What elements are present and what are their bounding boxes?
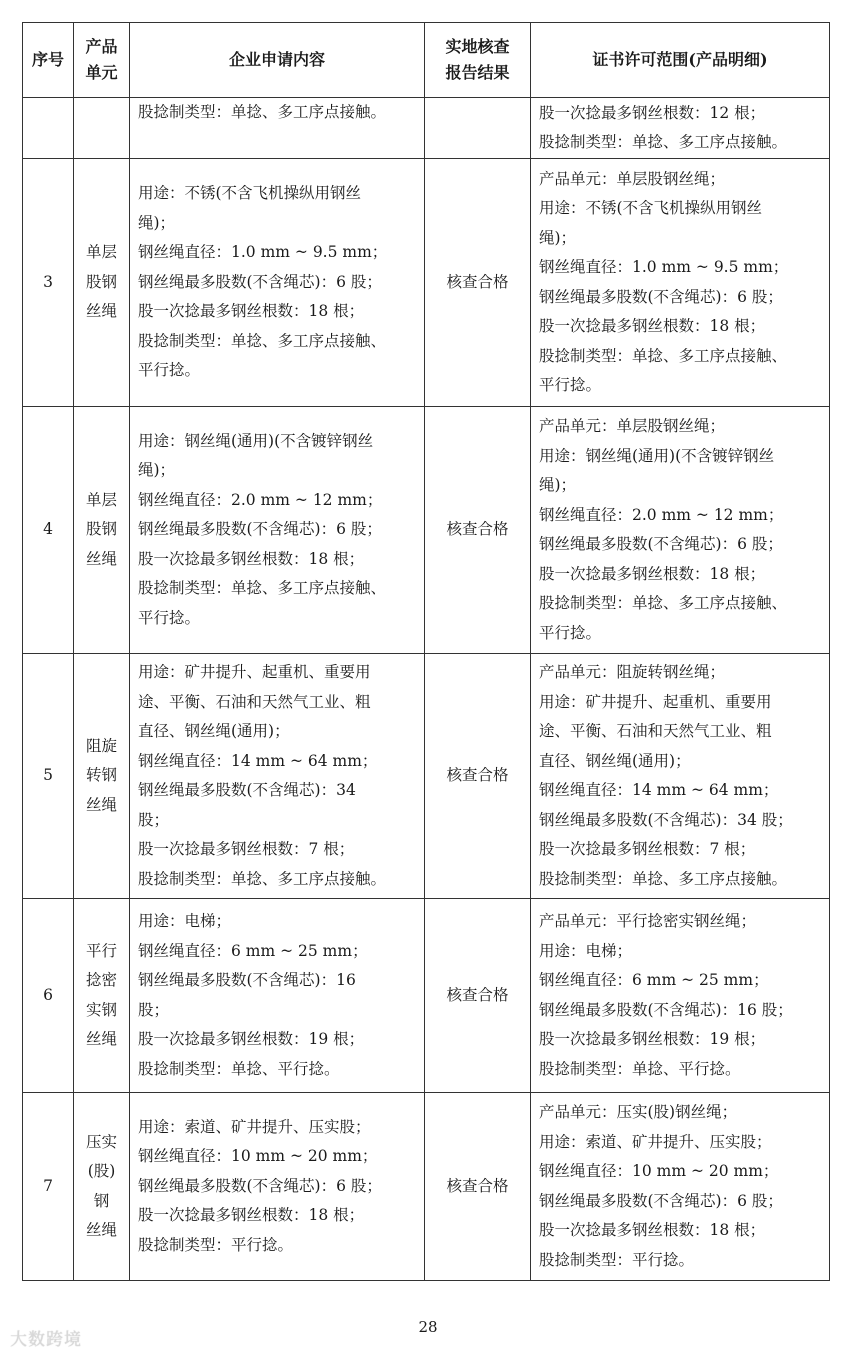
table-header-row: [23, 23, 830, 98]
apply-cell: [130, 159, 425, 407]
header-unit: [74, 23, 130, 98]
apply-cell-line: 股；: [138, 810, 170, 829]
unit-cell-line: 丝绳: [85, 795, 117, 814]
header-unit-line: 单元: [85, 63, 118, 82]
scope-cell-line: 平行捻。: [539, 623, 602, 642]
seq-cell: 3: [23, 159, 74, 407]
apply-cell-line: 用途：钢丝绳(通用)(不含镀锌钢丝: [138, 431, 374, 450]
scope-cell-line: 股捻制类型：单捻、平行捻。: [539, 1059, 741, 1078]
unit-cell-line: 捻密: [85, 971, 117, 989]
apply-cell-line: 绳)；: [138, 461, 176, 480]
unit-cell-line: 实钢: [85, 1000, 117, 1019]
scope-cell-line: 钢丝绳最多股数(不含绳芯)：6 股；: [539, 1191, 783, 1210]
scope-cell-line: 钢丝绳最多股数(不含绳芯)：6 股；: [539, 287, 783, 306]
unit-cell-line: 丝绳: [85, 302, 117, 321]
scope-cell-line: 股捻制类型：平行捻。: [539, 1250, 695, 1269]
apply-cell-line: 用途：矿井提升、起重机、重要用: [138, 663, 371, 681]
apply-cell-line: 股；: [138, 1000, 170, 1019]
scope-cell-line: 用途：电梯；: [539, 941, 633, 960]
scope-cell-line: 股捻制类型：单捻、多工序点接触。: [539, 869, 788, 888]
scope-cell-line: 用途：矿井提升、起重机、重要用: [539, 692, 772, 711]
apply-cell-line: 钢丝绳最多股数(不含绳芯)：34: [138, 781, 356, 799]
apply-cell-line: 平行捻。: [138, 361, 201, 380]
apply-cell-line: 钢丝绳最多股数(不含绳芯)：16: [138, 971, 356, 989]
apply-cell-line: 股捻制类型：单捻、平行捻。: [138, 1059, 340, 1078]
seq-cell: 7: [23, 1093, 74, 1281]
header-result-line: 报告结果: [445, 63, 510, 82]
apply-cell-line: 用途：电梯；: [138, 912, 232, 930]
scope-cell-line: 产品单元：单层股钢丝绳；: [539, 417, 726, 435]
table-row: [23, 654, 830, 899]
seq-cell: 4: [23, 407, 74, 654]
apply-cell-line: 钢丝绳直径：10 mm ~ 20 mm；: [138, 1147, 378, 1166]
table-row: [23, 98, 830, 159]
unit-cell: [74, 1093, 130, 1281]
apply-cell-line: 钢丝绳直径：2.0 mm ~ 12 mm；: [138, 490, 383, 509]
table-row: [23, 407, 830, 654]
table-row: [23, 159, 830, 407]
apply-cell-line: 股捻制类型：单捻、多工序点接触。: [138, 103, 387, 121]
apply-cell: [130, 899, 425, 1093]
scope-cell: [531, 407, 830, 654]
scope-cell: [531, 159, 830, 407]
scope-cell-line: 产品单元：阻旋转钢丝绳；: [539, 663, 726, 681]
unit-cell-line: 单层: [85, 243, 117, 262]
watermark-logo: 大数跨境: [10, 1330, 82, 1350]
scope-cell-line: 用途：不锈(不含飞机操纵用钢丝: [539, 199, 763, 217]
unit-cell-line: 单层: [85, 490, 117, 509]
apply-cell-line: 平行捻。: [138, 608, 201, 627]
apply-cell-line: 股捻制类型：单捻、多工序点接触、: [138, 579, 387, 598]
table-body: [23, 98, 830, 1281]
apply-cell-line: 股一次捻最多钢丝根数：18 根；: [138, 549, 365, 568]
unit-cell: [74, 159, 130, 407]
unit-cell-line: (股)钢: [87, 1162, 116, 1210]
scope-cell: [531, 654, 830, 899]
apply-cell-line: 股捻制类型：单捻、多工序点接触。: [138, 869, 387, 888]
scope-cell-line: 股一次捻最多钢丝根数：18 根；: [539, 1221, 766, 1239]
header-unit-line: 产品: [85, 37, 118, 56]
apply-cell-line: 股一次捻最多钢丝根数：18 根；: [138, 302, 365, 321]
unit-cell: [74, 98, 130, 159]
scope-cell-line: 钢丝绳直径：6 mm ~ 25 mm；: [539, 971, 769, 989]
scope-cell-line: 股捻制类型：单捻、多工序点接触、: [539, 594, 788, 612]
apply-cell-line: 钢丝绳直径：1.0 mm ~ 9.5 mm；: [138, 243, 388, 262]
scope-cell-line: 途、平衡、石油和天然气工业、粗: [539, 722, 772, 740]
apply-cell-line: 途、平衡、石油和天然气工业、粗: [138, 692, 371, 711]
unit-cell-line: 压实: [85, 1132, 117, 1151]
result-cell: 核查合格: [425, 899, 531, 1093]
scope-cell-line: 绳)；: [539, 228, 577, 247]
scope-cell-line: 股一次捻最多钢丝根数：12 根；: [539, 103, 766, 122]
unit-cell: [74, 407, 130, 654]
table-row: [23, 899, 830, 1093]
header-scope: 证书许可范围(产品明细): [531, 23, 830, 98]
scope-cell-line: 钢丝绳直径：10 mm ~ 20 mm；: [539, 1162, 779, 1180]
apply-cell-line: 股一次捻最多钢丝根数：19 根；: [138, 1030, 365, 1048]
unit-cell: [74, 654, 130, 899]
license-scope-table: [22, 22, 830, 1281]
scope-cell-line: 钢丝绳最多股数(不含绳芯)：34 股；: [539, 810, 793, 829]
unit-cell-line: 股钢: [85, 520, 117, 539]
header-apply: 企业申请内容: [130, 23, 425, 98]
scope-cell-line: 直径、钢丝绳(通用)；: [539, 751, 691, 770]
scope-cell-line: 平行捻。: [539, 376, 602, 394]
apply-cell-line: 用途：索道、矿井提升、压实股；: [138, 1117, 371, 1136]
seq-cell: 5: [23, 654, 74, 899]
scope-cell-line: 股捻制类型：单捻、多工序点接触。: [539, 133, 788, 151]
unit-cell-line: 转钢: [85, 766, 117, 785]
scope-cell-line: 股一次捻最多钢丝根数：18 根；: [539, 317, 766, 335]
result-cell: 核查合格: [425, 1093, 531, 1281]
scope-cell-line: 钢丝绳最多股数(不含绳芯)：6 股；: [539, 535, 783, 553]
unit-cell-line: 丝绳: [85, 1030, 117, 1048]
unit-cell: [74, 899, 130, 1093]
scope-cell-line: 钢丝绳最多股数(不含绳芯)：16 股；: [539, 1000, 793, 1019]
unit-cell-line: 阻旋: [85, 736, 117, 755]
apply-cell-line: 股一次捻最多钢丝根数：7 根；: [138, 840, 355, 858]
apply-cell-line: 钢丝绳最多股数(不含绳芯)：6 股；: [138, 1176, 382, 1195]
scope-cell-line: 股一次捻最多钢丝根数：18 根；: [539, 564, 766, 583]
apply-cell: [130, 407, 425, 654]
scope-cell-line: 产品单元：压实(股)钢丝绳；: [539, 1103, 738, 1121]
apply-cell-line: 直径、钢丝绳(通用)；: [138, 722, 290, 740]
header-seq: 序号: [23, 23, 74, 98]
apply-cell-line: 钢丝绳直径：6 mm ~ 25 mm；: [138, 941, 368, 960]
table-row: [23, 1093, 830, 1281]
unit-cell-line: 平行: [85, 941, 117, 960]
scope-cell-line: 用途：钢丝绳(通用)(不含镀锌钢丝: [539, 446, 775, 465]
apply-cell: [130, 98, 425, 159]
apply-cell: [130, 1093, 425, 1281]
unit-cell-line: 丝绳: [85, 549, 117, 568]
scope-cell-line: 股一次捻最多钢丝根数：7 根；: [539, 840, 756, 858]
apply-cell-line: 股捻制类型：平行捻。: [138, 1235, 294, 1254]
scope-cell-line: 钢丝绳直径：14 mm ~ 64 mm；: [539, 781, 779, 799]
apply-cell-line: 钢丝绳直径：14 mm ~ 64 mm；: [138, 751, 378, 770]
scope-cell-line: 股捻制类型：单捻、多工序点接触、: [539, 346, 788, 365]
scope-cell-line: 钢丝绳直径：2.0 mm ~ 12 mm；: [539, 505, 784, 524]
apply-cell-line: 钢丝绳最多股数(不含绳芯)：6 股；: [138, 272, 382, 291]
scope-cell-line: 产品单元：单层股钢丝绳；: [539, 169, 726, 188]
scope-cell-line: 绳)；: [539, 476, 577, 494]
seq-cell: 6: [23, 899, 74, 1093]
scope-cell: [531, 1093, 830, 1281]
header-result: [425, 23, 531, 98]
apply-cell-line: 绳)；: [138, 213, 176, 232]
result-cell: 核查合格: [425, 407, 531, 654]
scope-cell: [531, 98, 830, 159]
apply-cell-line: 用途：不锈(不含飞机操纵用钢丝: [138, 184, 362, 203]
scope-cell-line: 用途：索道、矿井提升、压实股；: [539, 1132, 772, 1151]
seq-cell: [23, 98, 74, 159]
scope-cell-line: 钢丝绳直径：1.0 mm ~ 9.5 mm；: [539, 258, 789, 276]
result-cell: [425, 98, 531, 159]
apply-cell-line: 股一次捻最多钢丝根数：18 根；: [138, 1206, 365, 1225]
scope-cell-line: 股一次捻最多钢丝根数：19 根；: [539, 1030, 766, 1048]
header-result-line: 实地核查: [445, 37, 510, 56]
apply-cell: [130, 654, 425, 899]
apply-cell-line: 股捻制类型：单捻、多工序点接触、: [138, 331, 387, 350]
scope-cell: [531, 899, 830, 1093]
page-number: 28: [418, 1318, 438, 1336]
unit-cell-line: 股钢: [85, 272, 117, 291]
result-cell: 核查合格: [425, 159, 531, 407]
unit-cell-line: 丝绳: [85, 1221, 117, 1239]
result-cell: 核查合格: [425, 654, 531, 899]
scope-cell-line: 产品单元：平行捻密实钢丝绳；: [539, 912, 757, 930]
apply-cell-line: 钢丝绳最多股数(不含绳芯)：6 股；: [138, 520, 382, 539]
